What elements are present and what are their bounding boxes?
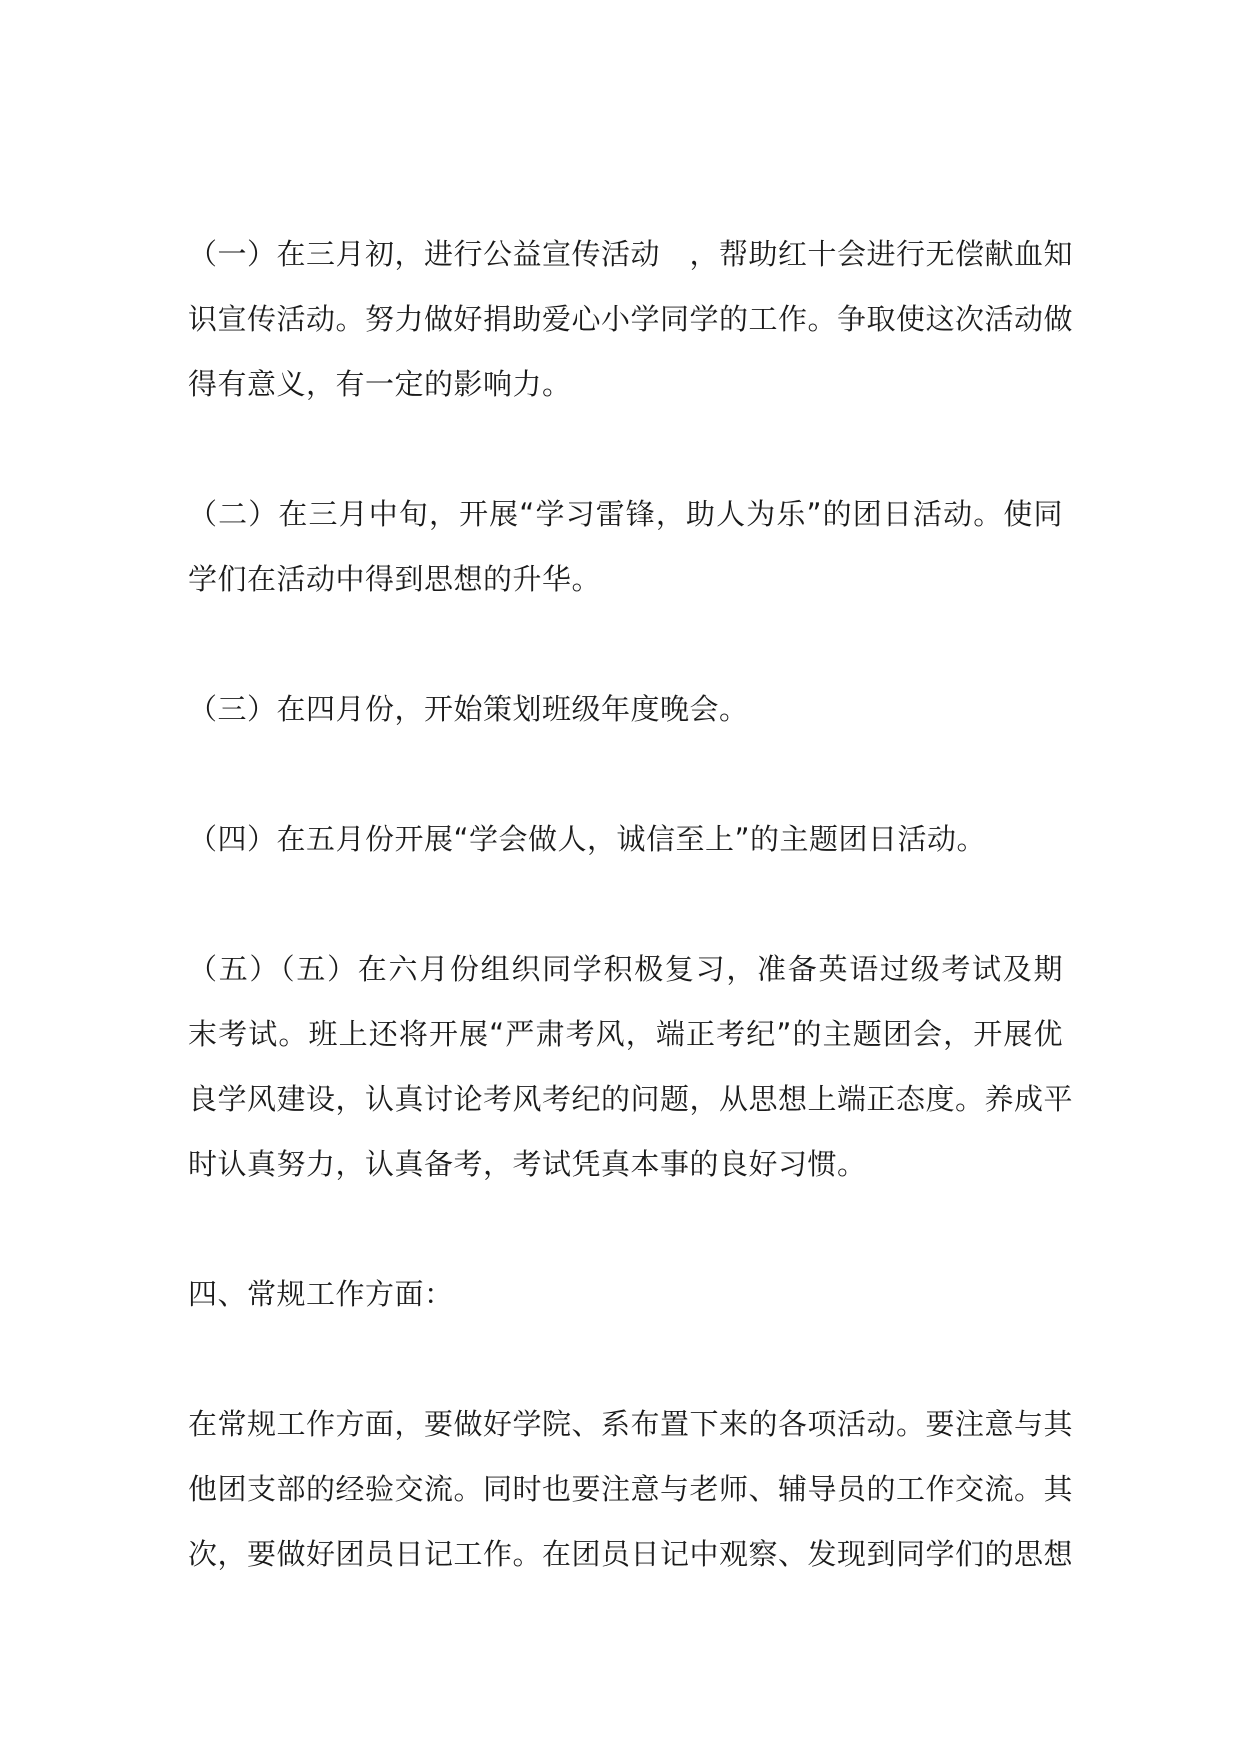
text-line: 时认真努力，认真备考，考试凭真本事的良好习惯。: [188, 1147, 867, 1181]
text-line: 次，要做好团员日记工作。在团员日记中观察、发现到同学们的思想: [188, 1537, 1074, 1571]
paragraph-item-3: [188, 677, 1063, 742]
text-line: （四）在五月份开展“学会做人，诚信至上”的主题团日活动。: [188, 822, 987, 856]
paragraph-item-1: [188, 222, 1074, 417]
text-line: （五）（五）在六月份组织同学积极复习，准备英语过级考试及期: [188, 952, 1063, 986]
paragraph-item-5: [188, 937, 1074, 1197]
text-line: 在常规工作方面，要做好学院、系布置下来的各项活动。要注意与其: [188, 1407, 1074, 1441]
text-line: 学们在活动中得到思想的升华。: [188, 562, 602, 596]
paragraph-item-4: [188, 807, 1063, 872]
section-heading: [188, 1262, 1063, 1327]
text-line: 良学风建设，认真讨论考风考纪的问题，从思想上端正态度。养成平: [188, 1082, 1074, 1116]
text-line: 得有意义，有一定的影响力。: [188, 367, 572, 401]
paragraph-item-6: [188, 1392, 1074, 1587]
document-body: [188, 222, 1074, 1652]
text-line: （一）在三月初，进行公益宣传活动 ，帮助红十会进行无偿献血知: [188, 237, 1074, 271]
text-line: 他团支部的经验交流。同时也要注意与老师、辅导员的工作交流。其: [188, 1472, 1074, 1506]
text-line: 识宣传活动。努力做好捐助爱心小学同学的工作。争取使这次活动做: [188, 302, 1074, 336]
text-line: （二）在三月中旬，开展“学习雷锋，助人为乐”的团日活动。使同: [188, 497, 1063, 531]
text-line: 四、常规工作方面：: [188, 1277, 454, 1311]
text-line: （三）在四月份，开始策划班级年度晚会。: [188, 692, 749, 726]
text-line: 末考试。班上还将开展“严肃考风，端正考纪”的主题团会，开展优: [188, 1017, 1063, 1051]
paragraph-item-2: [188, 482, 1063, 612]
